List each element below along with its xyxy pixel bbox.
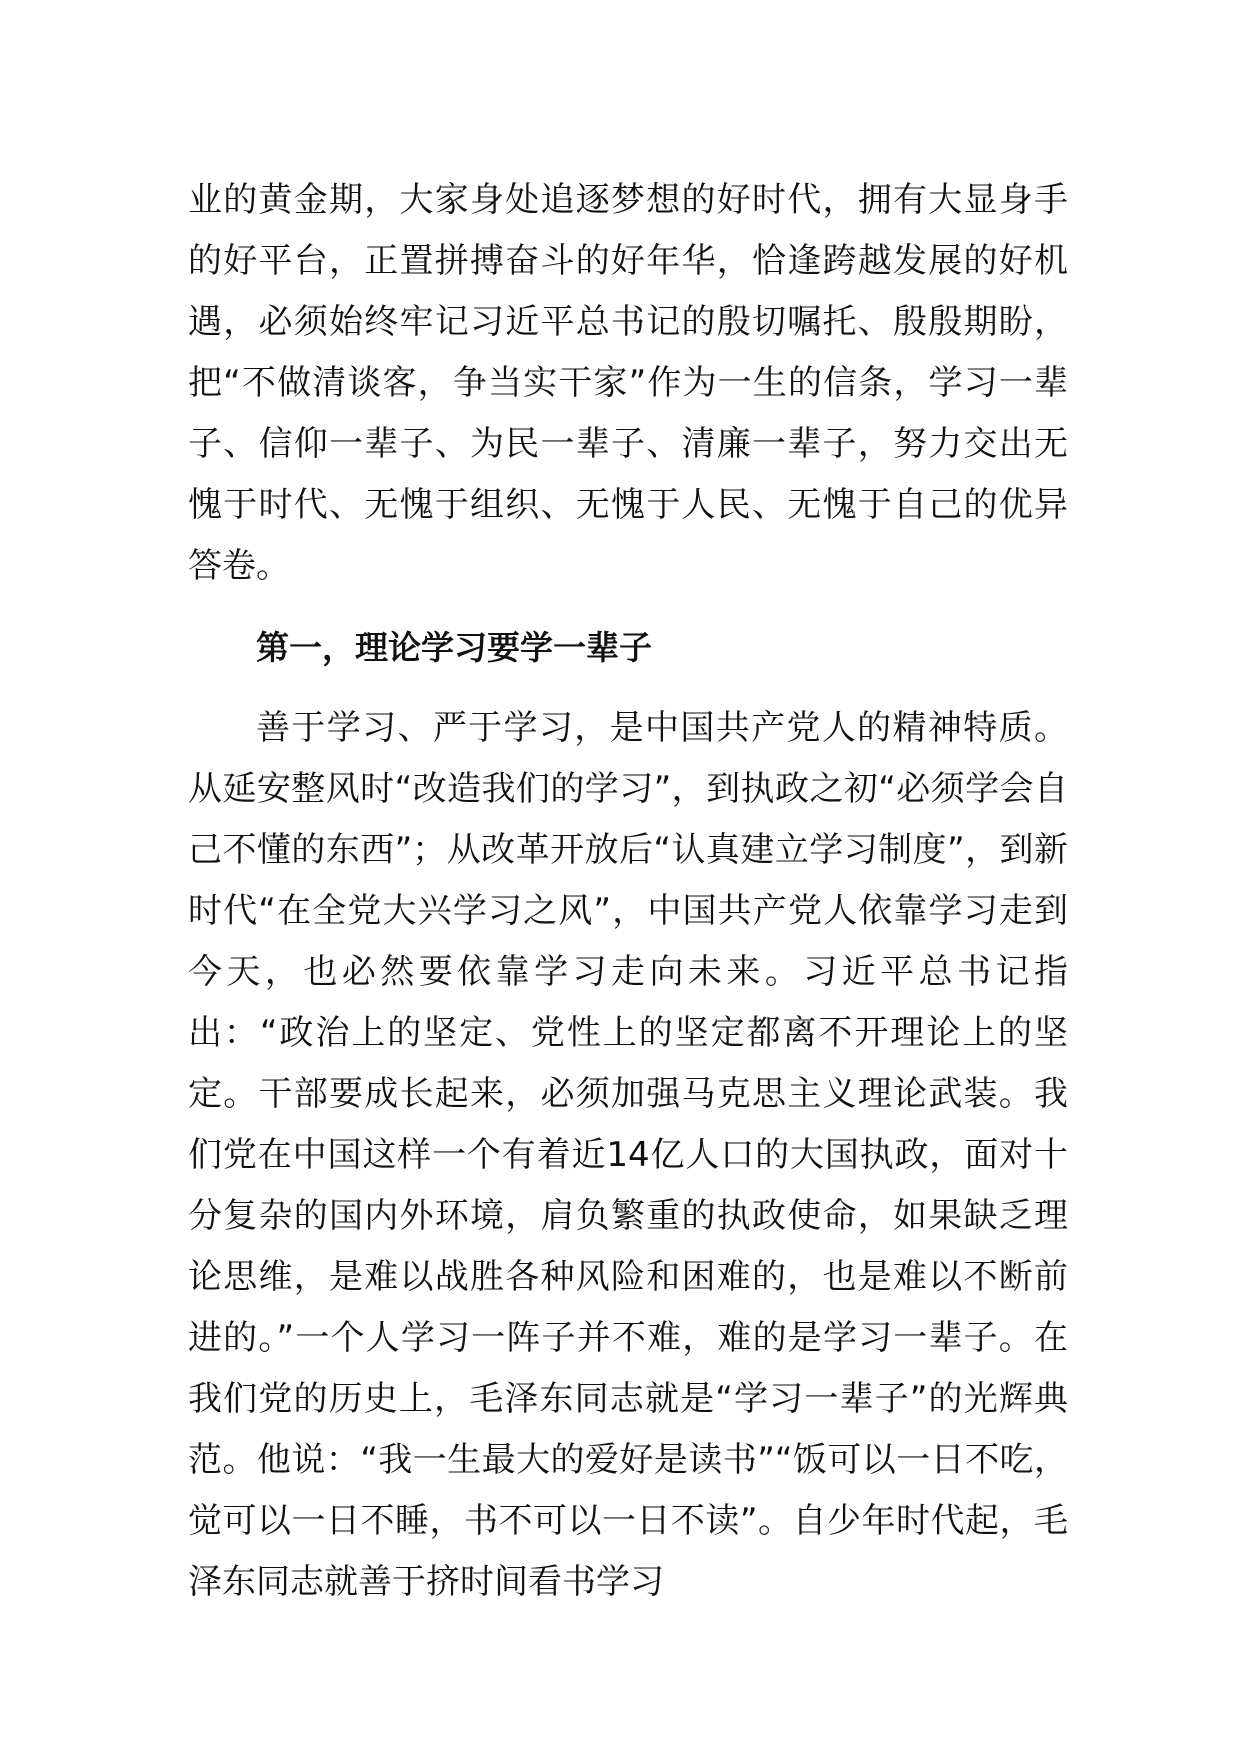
paragraph-body: 善于学习、严于学习，是中国共产党人的精神特质。从延安整风时“改造我们的学习”，到执政之初“必须学会自己不懂的东西”；从改革开放后“认真建立学习制度”，到新时代“在全党大兴学习之风”，中国共产党人依靠学习走到今天，也必然要依靠学习走向未来。习近平总书记指出：“政治上的坚定、党性上的坚定都离不开理论上的坚定。干部要成长起来，必须加强马克思主义理论武装。我们党在中国这样一个有着近14亿人口的大国执政，面对十分复杂的国内外环境，肩负繁重的执政使命，如果缺乏理论思维，是难以战胜各种风险和困难的，也是难以不断前进的。”一个人学习一阵子并不难，难的是学习一辈子。在我们党的历史上，毛泽东同志就是“学习一辈子”的光辉典范。他说：“我一生最大的爱好是读书”“饭可以一日不吃，觉可以一日不睡，书不可以一日不读”。自少年时代起，毛泽东同志就善于挤时间看书学习 (188, 708, 1068, 1602)
paragraph-continuation: 业的黄金期，大家身处追逐梦想的好时代，拥有大显身手的好平台，正置拼搏奋斗的好年华，恰逢跨越发展的好机遇，必须始终牢记习近平总书记的殷切嘱托、殷殷期盼，把“不做清谈客，争当实干家”作为一生的信条，学习一辈子、信仰一辈子、为民一辈子、清廉一辈子，努力交出无愧于时代、无愧于组织、无愧于人民、无愧于自己的优异答卷。 (188, 180, 1068, 586)
document-body (188, 170, 1068, 1613)
section-heading: 第一，理论学习要学一辈子 (256, 628, 652, 667)
